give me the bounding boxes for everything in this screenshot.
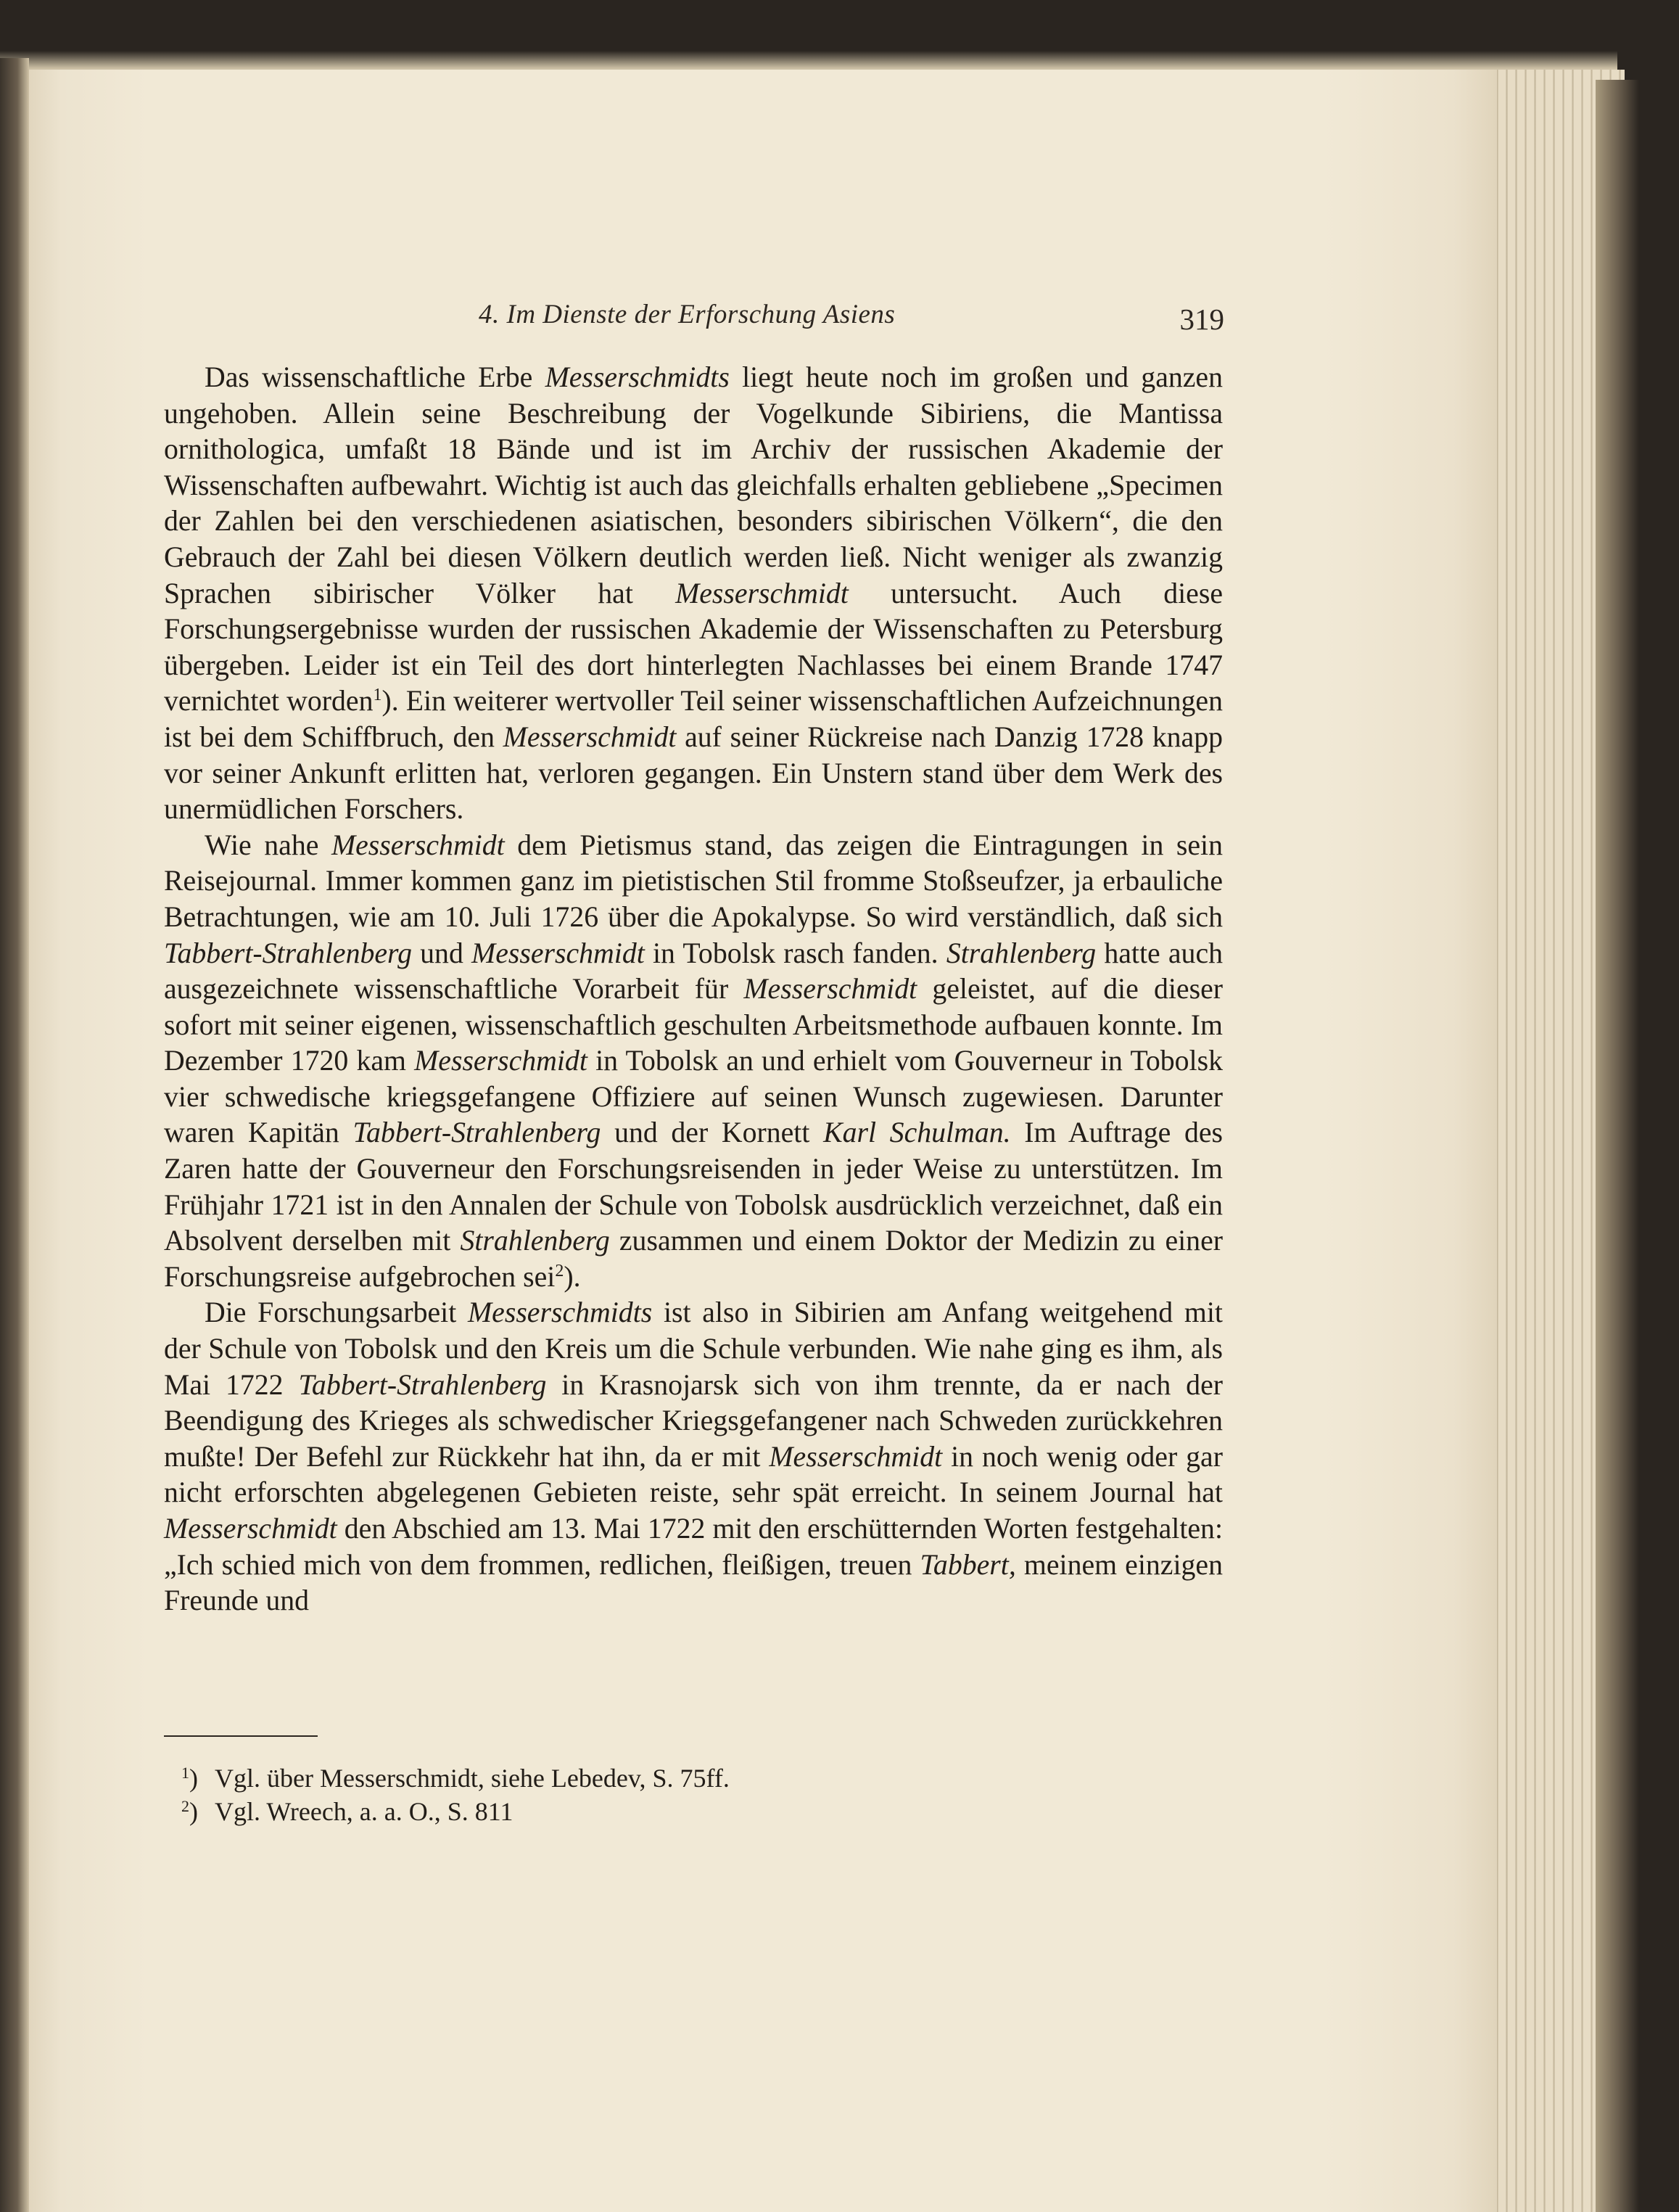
- name-italic: Messerschmidt: [769, 1440, 943, 1473]
- text-run: Die Forschungsarbeit: [205, 1296, 469, 1329]
- name-italic: Tabbert-Strahlenberg: [164, 937, 412, 969]
- footnotes: [181, 1761, 730, 1828]
- text-run: dem Pietismus stand, das zeigen die Eintragungen in sein Reisejournal. Immer kommen ganz im pietistischen Stil fromme Stoßseufzer, ja erbauliche Betrachtungen, wie am 10. Juli 1726 über die Apokalypse. So wird verständlich, daß sich: [164, 829, 1224, 933]
- name-italic: Messerschmidt: [675, 577, 849, 609]
- text-run: ). Ein weiterer wertvoller Teil seiner wissenschaftlichen Aufzeichnungen ist bei dem Schiffbruch, den: [164, 685, 1223, 753]
- name-italic: Messerschmidt: [331, 829, 505, 861]
- text-run: und: [411, 937, 472, 969]
- name-italic: Messerschmidts: [545, 361, 730, 393]
- body-text: [164, 360, 1223, 1619]
- name-italic: Tabbert-Strahlenberg: [298, 1368, 547, 1401]
- text-run: zusammen und einem Doktor der Medizin zu einer Forschungsreise aufgebrochen sei: [164, 1225, 1223, 1293]
- name-italic: Karl Schulman.: [823, 1117, 1011, 1149]
- text-run: und der Kornett: [601, 1117, 824, 1149]
- text-run: ).: [564, 1260, 581, 1293]
- book-cover-edge: [1596, 80, 1639, 2212]
- text-run: Wie nahe: [205, 829, 331, 861]
- name-italic: Messerschmidt: [503, 720, 677, 753]
- text-run: in Krasnojarsk sich von ihm trennte, da er nach der Beendigung des Krieges als schwedischer Kriegsgefangener nach Schweden zurückkehren mußte! Der Befehl zur Rückkehr hat ihn, da er mit: [164, 1368, 1223, 1473]
- footnote-text: Vgl. Wreech, a. a. O., S. 811: [215, 1797, 513, 1826]
- name-italic: Messerschmidt: [471, 937, 645, 969]
- text-run: auf seiner Rückreise nach Danzig 1728 knapp vor seiner Ankunft erlitten hat, verloren gegangen. Ein Unstern stand über dem Werk des unermüdlichen Forschers.: [164, 720, 1223, 826]
- paragraph: [164, 1295, 1223, 1619]
- footnote: [181, 1761, 730, 1795]
- footnote: [181, 1795, 730, 1828]
- name-italic: Tabbert-Strahlenberg: [352, 1117, 601, 1149]
- text-run: Das wissenschaftliche Erbe: [205, 361, 545, 393]
- name-italic: Strahlenberg: [460, 1225, 610, 1257]
- name-italic: Messerschmidt: [743, 973, 917, 1006]
- name-italic: Messerschmidt: [164, 1513, 337, 1545]
- footnote-ref: 1: [373, 686, 382, 705]
- text-run: hatte auch ausgezeichnete wissenschaftliche Vorarbeit für: [164, 937, 1224, 1006]
- text-run: in Tobolsk rasch fanden.: [644, 937, 946, 969]
- text-run: in Tobolsk an und erhielt vom Gouverneur in Tobolsk vier schwedische kriegsgefangene Offiziere auf seinen Wunsch zugewiesen. Darunter waren Kapitän: [164, 1045, 1223, 1149]
- footnote-mark: $^1$): [181, 1764, 198, 1793]
- text-run: liegt heute noch im großen und ganzen ungehoben. Allein seine Beschreibung der Vogelkunde Sibiriens, die Mantissa ornithologica, umfaßt 18 Bände und ist im Archiv der russischen Akademie der Wissenschaften aufbewahrt. Wichtig ist auch das gleichfalls erhalten gebliebene „Specimen der Zahlen bei den verschiedenen asiatischen, besonders sibirischen Völkern“, die den Gebrauch der Zahl bei diesen Völkern deutlich werden ließ. Nicht weniger als zwanzig Sprachen sibirischer Völker hat: [164, 361, 1223, 609]
- book-spine-edge: [0, 58, 29, 2212]
- name-italic: Strahlenberg: [946, 937, 1097, 969]
- page-number: 319: [1179, 303, 1224, 336]
- footnote-ref: 2: [555, 1261, 564, 1280]
- text-run: in noch wenig oder gar nicht erforschten abgelegenen Gebieten reiste, sehr spät erreicht. In seinem Journal hat: [164, 1440, 1223, 1509]
- text-run: Im Auftrage des Zaren hatte der Gouverneur den Forschungsreisenden in jeder Weise zu unterstützen. Im Frühjahr 1721 ist in den Annalen der Schule von Tobolsk ausdrücklich verzeichnet, daß ein Absolvent derselben mit: [164, 1117, 1223, 1257]
- footnote-number: 2: [181, 1797, 189, 1815]
- name-italic: Tabbert,: [920, 1548, 1016, 1581]
- page-header: [168, 299, 1224, 342]
- footnote-number: 1: [181, 1764, 189, 1782]
- running-head: 4. Im Dienste der Erforschung Asiens: [479, 300, 896, 329]
- paragraph: [164, 360, 1223, 828]
- footnote-mark: $^2$): [181, 1797, 198, 1826]
- text-run: den Abschied am 13. Mai 1722 mit den erschütternden Worten festgehalten: „Ich schied mich von dem frommen, redlichen, fleißigen, treuen: [164, 1513, 1223, 1581]
- text-run: untersucht. Auch diese Forschungsergebnisse wurden der russischen Akademie der Wissenschaften zu Petersburg übergeben. Leider ist ein Teil des dort hinterlegten Nachlasses bei einem Brande 1747 vernichtet worden: [164, 577, 1223, 718]
- footnote-text: Vgl. über Messerschmidt, siehe Lebedev, S. 75ff.: [215, 1764, 730, 1793]
- footnote-rule: [164, 1735, 318, 1737]
- paragraph: [164, 828, 1223, 1296]
- name-italic: Messerschmidts: [468, 1296, 653, 1329]
- text-run: meinem einzigen Freunde und: [164, 1548, 1223, 1617]
- text-run: geleistet, auf die dieser sofort mit seiner eigenen, wissenschaftlich geschulten Arbeitsmethode aufbauen konnte. Im Dezember 1720 kam: [164, 973, 1223, 1077]
- text-run: ist also in Sibirien am Anfang weitgehend mit der Schule von Tobolsk und den Kreis um die Schule verbunden. Wie nahe ging es ihm, als Mai 1722: [164, 1296, 1223, 1401]
- name-italic: Messerschmidt: [414, 1045, 587, 1077]
